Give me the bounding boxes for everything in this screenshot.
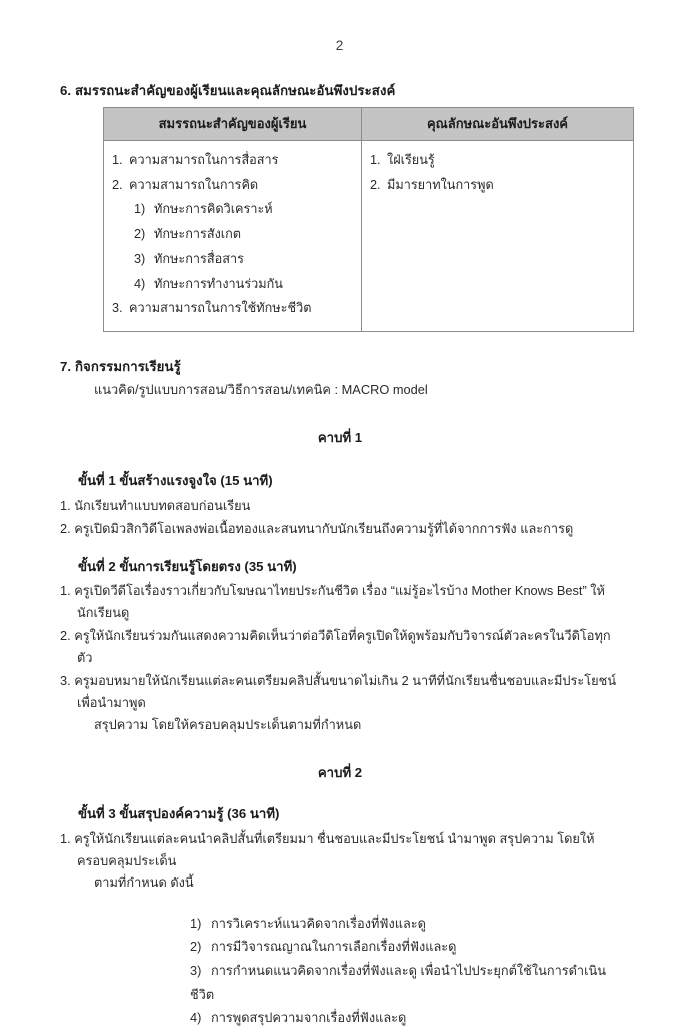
table-row	[104, 140, 634, 331]
item-number: 2)	[134, 227, 146, 242]
table-header-characteristics: คุณลักษณะอันพึงประสงค์	[362, 107, 634, 140]
item-number: 2.	[370, 177, 381, 192]
list-item	[60, 580, 620, 624]
page-number: 2	[335, 38, 344, 53]
item-number: 3)	[190, 962, 202, 978]
step-3-sub-list	[60, 912, 620, 1030]
item-number: 2)	[190, 939, 202, 955]
item-number: 1.	[60, 830, 71, 846]
step-1-block	[60, 472, 620, 539]
item-text: ความสามารถในการใช้ทักษะชีวิต	[129, 301, 312, 316]
item-number: 2.	[112, 177, 123, 192]
table-header-row	[104, 107, 634, 140]
item-number: 3.	[112, 301, 123, 316]
teaching-approach-note: แนวคิด/รูปแบบการสอน/วิธีการสอน/เทคนิค : MACRO model	[94, 381, 428, 397]
list-item	[112, 247, 353, 272]
item-number: 3)	[134, 251, 146, 266]
step-1-list	[60, 495, 620, 540]
item-text: การวิเคราะห์แนวคิดจากเรื่องที่ฟังและดู	[211, 915, 426, 931]
list-item	[60, 518, 620, 540]
item-number: 4)	[190, 1010, 202, 1026]
step-2-title: ขั้นที่ 2 ขั้นการเรียนรู้โดยตรง (35 นาที)	[78, 558, 297, 574]
item-text-continuation: ตามที่กำหนด ดังนี้	[94, 874, 194, 890]
list-item	[60, 828, 620, 894]
item-number: 1.	[60, 583, 71, 599]
list-item	[370, 173, 625, 198]
item-number: 4)	[134, 276, 146, 291]
item-text-continuation: สรุปความ โดยให้ครอบคลุมประเด็นตามที่กำหนด	[94, 717, 362, 733]
item-text: ทักษะการคิดวิเคราะห์	[154, 202, 273, 217]
item-text: มีมารยาทในการพูด	[387, 177, 494, 192]
item-number: 1)	[134, 202, 146, 217]
item-text: ใฝ่เรียนรู้	[387, 152, 435, 167]
list-item	[370, 148, 625, 173]
list-item	[112, 222, 353, 247]
item-text: การกำหนดแนวคิดจากเรื่องที่ฟังและดู เพื่อนำไปประยุกต์ใช้ในการดำเนินชีวิต	[190, 962, 606, 1002]
list-item	[190, 935, 620, 959]
item-number: 3.	[60, 673, 71, 689]
item-number: 1.	[60, 497, 71, 513]
item-number: 2.	[60, 628, 71, 644]
list-item	[112, 296, 353, 321]
list-item	[112, 197, 353, 222]
step-3-list	[60, 828, 620, 894]
item-text: การมีวิจารณญาณในการเลือกเรื่องที่ฟังและดู	[211, 939, 457, 955]
cell-characteristics	[362, 140, 634, 331]
page-content	[60, 82, 620, 1030]
list-item	[190, 1006, 620, 1030]
item-text: ครูเปิดวีดีโอเรื่องราวเกี่ยวกับโฆษณาไทยประกันชีวิต เรื่อง “แม่รู้อะไรบ้าง Mother Knows Best” ให้นักเรียนดู	[74, 583, 605, 621]
competency-table-head	[104, 107, 634, 140]
item-number: 2.	[60, 520, 71, 536]
step-1-title: ขั้นที่ 1 ขั้นสร้างแรงจูงใจ (15 นาที)	[78, 473, 273, 489]
cell-competencies	[104, 140, 362, 331]
list-item	[60, 495, 620, 517]
item-number: 1)	[190, 915, 202, 931]
item-text: ครูมอบหมายให้นักเรียนแต่ละคนเตรียมคลิปสั้นขนาดไม่เกิน 2 นาทีที่นักเรียนชื่นชอบและมีประโยชน์ เพื่อนำมาพูด	[74, 673, 617, 711]
competency-list	[112, 148, 353, 321]
item-text: ทักษะการสังเกต	[154, 227, 242, 242]
table-header-competency: สมรรถนะสำคัญของผู้เรียน	[104, 107, 362, 140]
list-item	[60, 625, 620, 669]
item-text: ความสามารถในการสื่อสาร	[129, 152, 279, 167]
competency-table-body	[104, 140, 634, 331]
item-text: ครูเปิดมิวสิกวิดีโอเพลงพ่อเนื้อทองและสนทนากับนักเรียนถึงความรู้ที่ได้จากการฟัง และการดู	[74, 520, 574, 536]
list-item	[112, 272, 353, 297]
item-number: 1.	[370, 152, 381, 167]
item-text: ความสามารถในการคิด	[129, 177, 259, 192]
section-7-heading: 7. กิจกรรมการเรียนรู้	[60, 359, 181, 375]
step-3-title: ขั้นที่ 3 ขั้นสรุปองค์ความรู้ (36 นาที)	[78, 806, 280, 822]
item-text: ทักษะการสื่อสาร	[154, 251, 244, 266]
step-3-block	[60, 805, 620, 1030]
item-text: ครูให้นักเรียนร่วมกันแสดงความคิดเห็นว่าต่อวีดิโอที่ครูเปิดให้ดูพร้อมกับวิจารณ์ตัวละครในวีดิโอทุกตัว	[74, 628, 611, 666]
item-number: 1.	[112, 152, 123, 167]
section-6-heading: 6. สมรรถนะสำคัญของผู้เรียนและคุณลักษณะอันพึงประสงค์	[60, 83, 396, 98]
list-item	[60, 670, 620, 736]
period-2-label: คาบที่ 2	[317, 765, 363, 781]
list-item	[112, 148, 353, 173]
item-text: ครูให้นักเรียนแต่ละคนนำคลิปสั้นที่เตรียมมา ชื่นชอบและมีประโยชน์ นำมาพูด สรุปความ โดยให้ครอบคลุมประเด็น	[74, 830, 595, 868]
step-2-block	[60, 558, 620, 736]
item-text: ทักษะการทำงานร่วมกัน	[154, 276, 283, 291]
competency-table	[103, 107, 634, 332]
list-item	[190, 912, 620, 936]
list-item	[112, 173, 353, 198]
period-1-label: คาบที่ 1	[317, 430, 363, 446]
list-item	[190, 959, 620, 1006]
item-text: นักเรียนทำแบบทดสอบก่อนเรียน	[74, 497, 251, 513]
step-2-list	[60, 580, 620, 736]
characteristics-list	[370, 148, 625, 198]
item-text: การพูดสรุปความจากเรื่องที่ฟังและดู	[211, 1010, 407, 1026]
